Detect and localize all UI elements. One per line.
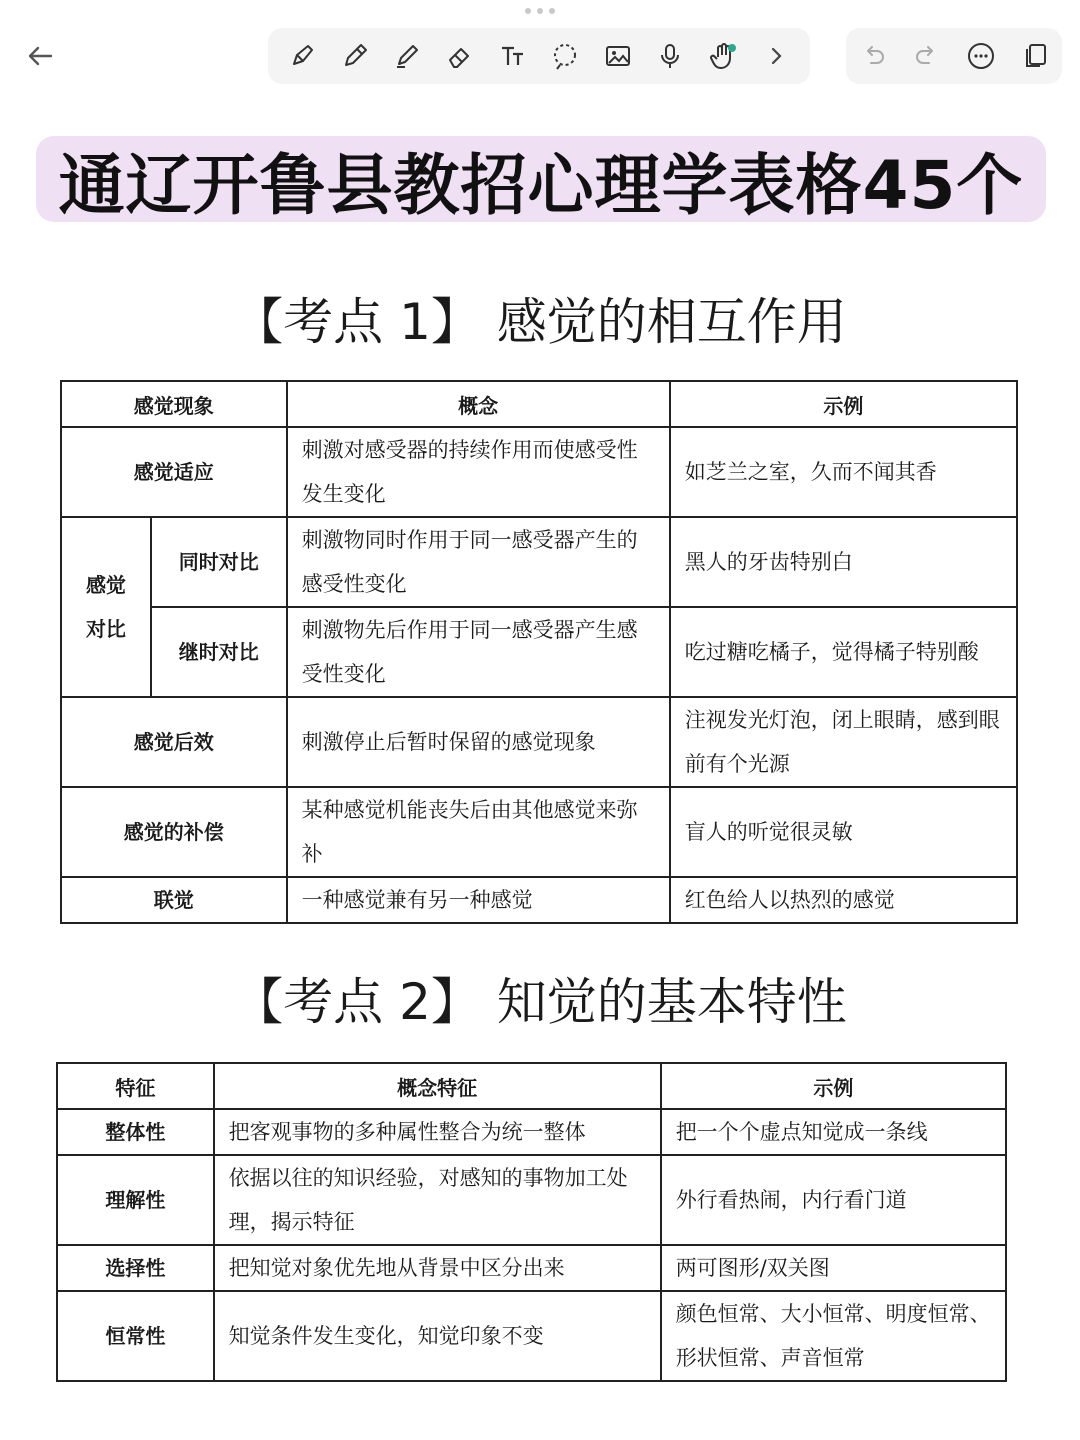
table-header-row bbox=[57, 1063, 1006, 1109]
concept-cell: 知觉条件发生变化，知觉印象不变 bbox=[214, 1291, 661, 1381]
table-header-row bbox=[61, 381, 1017, 427]
section1-heading: 【考点 1】 感觉的相互作用 bbox=[233, 293, 847, 351]
table-row bbox=[61, 697, 1017, 787]
image-icon bbox=[603, 41, 633, 71]
drawing-tools bbox=[268, 28, 810, 84]
example-cell: 注视发光灯泡，闭上眼睛，感到眼前有个光源 bbox=[670, 697, 1017, 787]
edit-actions bbox=[846, 28, 1062, 84]
example-cell: 如芝兰之室，久而不闻其香 bbox=[670, 427, 1017, 517]
undo-button[interactable] bbox=[853, 36, 893, 76]
concept-cell: 某种感觉机能丧失后由其他感觉来弥补 bbox=[287, 787, 670, 877]
header-cell: 概念特征 bbox=[214, 1063, 661, 1109]
concept-cell: 依据以往的知识经验，对感知的事物加工处理，揭示特征 bbox=[214, 1155, 661, 1245]
header-cell: 概念 bbox=[287, 381, 670, 427]
example-cell: 盲人的听觉很灵敏 bbox=[670, 787, 1017, 877]
page-title: 通辽开鲁县教招心理学表格45个 bbox=[58, 146, 1024, 224]
sensation-table bbox=[60, 380, 1018, 924]
text-icon bbox=[498, 41, 528, 71]
redo-icon bbox=[912, 41, 942, 71]
concept-cell: 把客观事物的多种属性整合为统一整体 bbox=[214, 1109, 661, 1155]
undo-icon bbox=[858, 41, 888, 71]
concept-cell: 刺激物先后作用于同一感受器产生感受性变化 bbox=[287, 607, 670, 697]
row-label: 感觉后效 bbox=[61, 697, 287, 787]
table-row bbox=[57, 1245, 1006, 1291]
concept-cell: 刺激停止后暂时保留的感觉现象 bbox=[287, 697, 670, 787]
pen-icon bbox=[287, 41, 317, 71]
header-cell: 特征 bbox=[57, 1063, 214, 1109]
table-row bbox=[61, 517, 1017, 607]
table-row bbox=[57, 1109, 1006, 1155]
table-row bbox=[61, 427, 1017, 517]
table-row bbox=[61, 607, 1017, 697]
example-cell: 红色给人以热烈的感觉 bbox=[670, 877, 1017, 923]
row-label: 联觉 bbox=[61, 877, 287, 923]
back-arrow-icon bbox=[25, 41, 55, 71]
header-cell: 示例 bbox=[670, 381, 1017, 427]
example-cell: 两可图形/双关图 bbox=[661, 1245, 1006, 1291]
example-cell: 把一个个虚点知觉成一条线 bbox=[661, 1109, 1006, 1155]
image-tool[interactable] bbox=[598, 36, 638, 76]
concept-cell: 刺激对感受器的持续作用而使感受性发生变化 bbox=[287, 427, 670, 517]
pen-tool[interactable] bbox=[282, 36, 322, 76]
group-label bbox=[61, 517, 151, 697]
table-row bbox=[57, 1155, 1006, 1245]
row-label: 感觉的补偿 bbox=[61, 787, 287, 877]
top-toolbar bbox=[0, 24, 1080, 88]
concept-cell: 把知觉对象优先地从背景中区分出来 bbox=[214, 1245, 661, 1291]
row-label: 同时对比 bbox=[151, 517, 287, 607]
eraser-tool[interactable] bbox=[440, 36, 480, 76]
highlighter-icon bbox=[392, 41, 422, 71]
eraser-icon bbox=[445, 41, 475, 71]
row-label: 整体性 bbox=[57, 1109, 214, 1155]
back-button[interactable] bbox=[14, 30, 66, 82]
text-tool[interactable] bbox=[493, 36, 533, 76]
table-row bbox=[57, 1291, 1006, 1381]
chevron-right-icon bbox=[761, 41, 791, 71]
perception-table bbox=[56, 1062, 1007, 1382]
pencil-icon bbox=[340, 41, 370, 71]
hand-icon bbox=[708, 41, 738, 71]
header-cell: 示例 bbox=[661, 1063, 1006, 1109]
row-label: 选择性 bbox=[57, 1245, 214, 1291]
example-cell: 颜色恒常、大小恒常、明度恒常、形状恒常、声音恒常 bbox=[661, 1291, 1006, 1381]
pages-button[interactable] bbox=[1015, 36, 1055, 76]
microphone-icon bbox=[655, 41, 685, 71]
pages-icon bbox=[1020, 41, 1050, 71]
row-label: 继时对比 bbox=[151, 607, 287, 697]
redo-button[interactable] bbox=[907, 36, 947, 76]
lasso-icon bbox=[550, 41, 580, 71]
hand-tool[interactable] bbox=[703, 36, 743, 76]
microphone-tool[interactable] bbox=[650, 36, 690, 76]
header-cell: 感觉现象 bbox=[61, 381, 287, 427]
concept-cell: 一种感觉兼有另一种感觉 bbox=[287, 877, 670, 923]
lasso-tool[interactable] bbox=[545, 36, 585, 76]
group-label-text: 感觉对比 bbox=[85, 573, 126, 641]
example-cell: 吃过糖吃橘子，觉得橘子特别酸 bbox=[670, 607, 1017, 697]
example-cell: 黑人的牙齿特别白 bbox=[670, 517, 1017, 607]
row-label: 恒常性 bbox=[57, 1291, 214, 1381]
title-banner bbox=[36, 136, 1046, 222]
concept-cell: 刺激物同时作用于同一感受器产生的感受性变化 bbox=[287, 517, 670, 607]
table-row bbox=[61, 877, 1017, 923]
more-button[interactable] bbox=[961, 36, 1001, 76]
row-label: 感觉适应 bbox=[61, 427, 287, 517]
highlighter-tool[interactable] bbox=[387, 36, 427, 76]
example-cell: 外行看热闹，内行看门道 bbox=[661, 1155, 1006, 1245]
window-handle[interactable] bbox=[525, 8, 555, 16]
pencil-tool[interactable] bbox=[335, 36, 375, 76]
more-tools-button[interactable] bbox=[756, 36, 796, 76]
row-label: 理解性 bbox=[57, 1155, 214, 1245]
table-row bbox=[61, 787, 1017, 877]
more-icon bbox=[966, 41, 996, 71]
section2-heading: 【考点 2】 知觉的基本特性 bbox=[233, 973, 847, 1031]
